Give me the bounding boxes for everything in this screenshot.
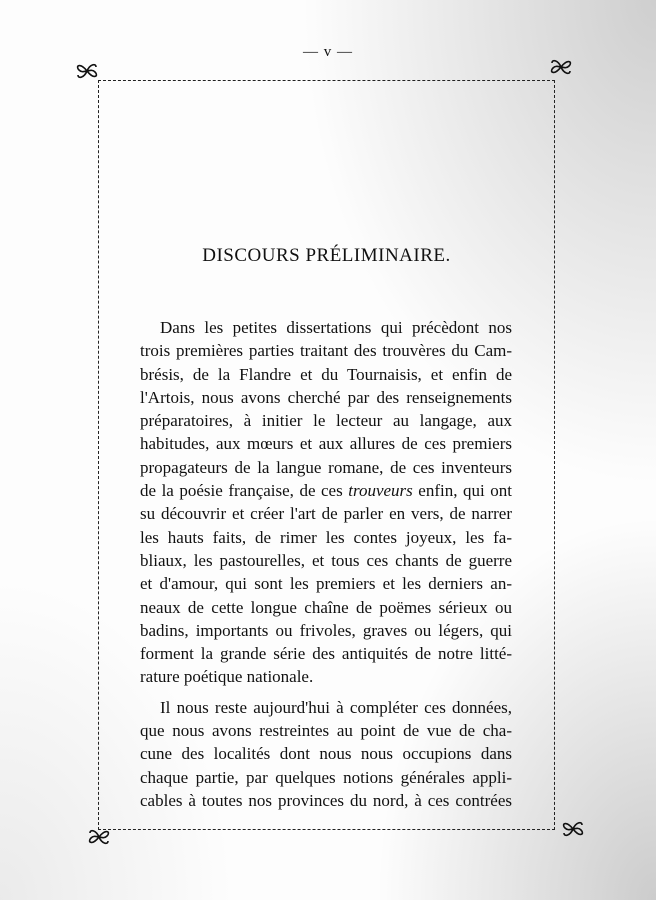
text-line: Dans les petites dissertations qui précèdont nos [160,318,512,337]
text-line: su découvrir et créer l'art de parler en vers, de narrer [140,504,512,524]
text-segment: de la poésie française, de ces [140,481,349,501]
text-line: préparatoires, à initier le lecteur au langage, aux [140,411,512,431]
text-line-with-italic [140,479,512,502]
text-line: rature poétique nationale. [140,667,314,687]
text-line: neaux de cette longue chaîne de poëmes sérieux ou [140,597,512,617]
text-line: chaque partie, par quelques notions générales appli- [140,767,512,787]
text-line: brésis, de la Flandre et du Tournaisis, et enfin de [140,364,512,384]
italic-word: trouveurs [348,481,413,501]
chapter-title: DISCOURS PRÉLIMINAIRE. [202,244,451,266]
ornament-top-right-icon [548,56,574,78]
text-line: Il nous reste aujourd'hui à compléter ces données, [160,697,512,717]
text-line: bliaux, les pastourelles, et tous ces chants de guerre [140,550,512,570]
ornament-top-left-icon [74,60,100,82]
text-line: cune des localités dont nous nous occupions dans [140,744,512,764]
text-line: forment la grande série des antiquités de notre litté- [140,644,512,664]
text-line: les hauts faits, de rimer les contes joyeux, les fa- [140,527,512,547]
body-text [140,316,512,812]
ornament-bottom-right-icon [560,818,586,840]
text-line: trois premières parties traitant des trouvères du Cam- [140,341,512,361]
text-line: propagateurs de la langue romane, de ces inventeurs [140,457,512,477]
text-line: l'Artois, nous avons cherché par des renseignements [140,387,512,407]
text-line: que nous avons restreintes au point de vue de cha- [140,721,512,741]
text-segment: enfin, qui ont [412,481,512,501]
text-line: habitudes, aux mœurs et aux allures de ces premiers [140,434,512,454]
text-line: cables à toutes nos provinces du nord, à ces contrées [140,790,512,810]
text-line: badins, importants ou frivoles, graves ou légers, qui [140,620,512,640]
text-line: et d'amour, qui sont les premiers et les derniers an- [140,574,512,594]
page-number: — v — [303,44,353,60]
